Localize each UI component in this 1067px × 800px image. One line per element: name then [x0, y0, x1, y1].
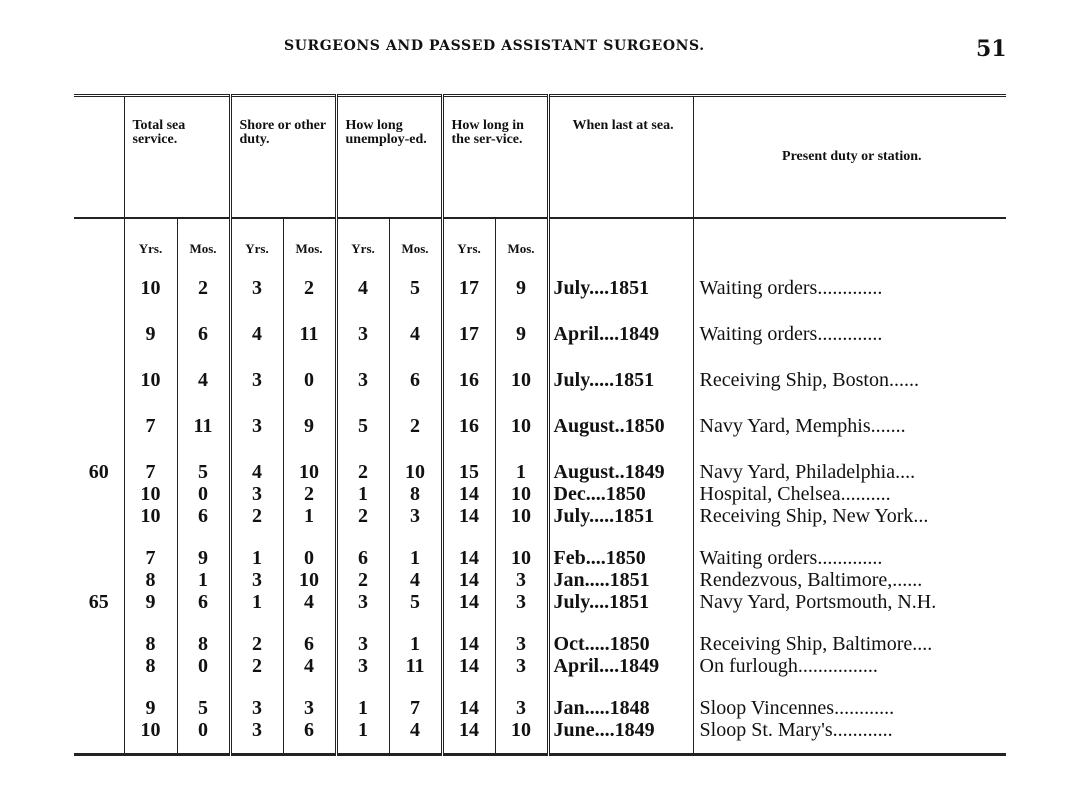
age-cell — [74, 345, 124, 391]
duty-cell: Navy Yard, Portsmouth, N.H. — [693, 591, 1006, 613]
serv-yrs-cell: 15 — [442, 437, 495, 483]
serv-yrs-cell: 14 — [442, 591, 495, 613]
serv-mos-cell: 3 — [495, 655, 548, 677]
serv-mos-cell: 10 — [495, 719, 548, 755]
age-cell — [74, 505, 124, 527]
sea-yrs-cell: 7 — [124, 437, 177, 483]
serv-mos-cell: 3 — [495, 613, 548, 655]
serv-yrs-cell: 14 — [442, 483, 495, 505]
page-number: 51 — [976, 36, 1007, 62]
duty-unit-blank — [693, 218, 1006, 263]
serv-yrs-cell: 16 — [442, 345, 495, 391]
unemp-mos-cell: 5 — [389, 591, 442, 613]
serv-yrs-cell: 17 — [442, 299, 495, 345]
serv-yrs-cell: 16 — [442, 391, 495, 437]
serv-mos-cell: 10 — [495, 505, 548, 527]
serv-yrs-cell: 14 — [442, 655, 495, 677]
unemp-mos-cell: 8 — [389, 483, 442, 505]
unemp-yrs-cell: 1 — [336, 483, 389, 505]
sea-yrs-unit: Yrs. — [124, 218, 177, 263]
in-service-header: How long in the ser-vice. — [442, 96, 548, 219]
last-sea-cell: July....1851 — [548, 263, 693, 299]
shore-yrs-cell: 3 — [230, 263, 283, 299]
serv-mos-cell: 9 — [495, 263, 548, 299]
last-sea-cell: Feb....1850 — [548, 527, 693, 569]
unemp-mos-cell: 7 — [389, 677, 442, 719]
unit-header-row — [74, 218, 1006, 263]
duty-cell: Waiting orders............. — [693, 299, 1006, 345]
unemp-yrs-cell: 3 — [336, 613, 389, 655]
unemp-yrs-cell: 2 — [336, 505, 389, 527]
sea-mos-cell: 5 — [177, 677, 230, 719]
table-row — [74, 483, 1006, 505]
duty-cell: Receiving Ship, Boston...... — [693, 345, 1006, 391]
shore-yrs-cell: 2 — [230, 655, 283, 677]
shore-mos-cell: 9 — [283, 391, 336, 437]
sea-yrs-cell: 10 — [124, 505, 177, 527]
sea-yrs-cell: 10 — [124, 483, 177, 505]
shore-yrs-cell: 4 — [230, 437, 283, 483]
unemp-yrs-cell: 3 — [336, 345, 389, 391]
unemp-mos-cell: 6 — [389, 345, 442, 391]
serv-mos-cell: 3 — [495, 677, 548, 719]
serv-mos-cell: 10 — [495, 391, 548, 437]
shore-mos-cell: 10 — [283, 437, 336, 483]
sea-yrs-cell: 10 — [124, 345, 177, 391]
shore-yrs-cell: 3 — [230, 677, 283, 719]
table-row — [74, 613, 1006, 655]
sea-mos-cell: 9 — [177, 527, 230, 569]
age-cell: 65 — [88, 591, 109, 613]
shore-yrs-unit: Yrs. — [230, 218, 283, 263]
table-row — [74, 505, 1006, 527]
table-row — [74, 591, 1006, 613]
serv-yrs-cell: 14 — [442, 719, 495, 755]
shore-yrs-cell: 3 — [230, 719, 283, 755]
sea-yrs-cell: 9 — [124, 677, 177, 719]
total-sea-service-header: Total sea service. — [124, 96, 230, 219]
table-row — [74, 569, 1006, 591]
serv-yrs-cell: 14 — [442, 527, 495, 569]
last-sea-cell: Jan.....1848 — [548, 677, 693, 719]
age-header — [74, 96, 124, 219]
shore-mos-cell: 4 — [283, 591, 336, 613]
present-duty-header: Present duty or station. — [693, 96, 1006, 219]
duty-cell: On furlough................ — [693, 655, 1006, 677]
last-sea-cell: July....1851 — [548, 591, 693, 613]
unemp-yrs-cell: 4 — [336, 263, 389, 299]
age-cell: 60 — [88, 461, 109, 483]
sea-yrs-cell: 10 — [124, 719, 177, 755]
shore-mos-unit: Mos. — [283, 218, 336, 263]
sea-mos-unit: Mos. — [177, 218, 230, 263]
shore-mos-cell: 2 — [283, 483, 336, 505]
table-row — [74, 437, 1006, 483]
age-cell — [74, 613, 124, 655]
duty-cell: Sloop Vincennes............ — [693, 677, 1006, 719]
table-row — [74, 263, 1006, 299]
unemp-yrs-cell: 1 — [336, 677, 389, 719]
last-sea-cell: July.....1851 — [548, 505, 693, 527]
duty-cell: Sloop St. Mary's............ — [693, 719, 1006, 755]
sea-mos-cell: 8 — [177, 613, 230, 655]
last-sea-cell: July.....1851 — [548, 345, 693, 391]
age-cell — [74, 569, 124, 591]
sea-yrs-cell: 7 — [124, 391, 177, 437]
serv-mos-cell: 10 — [495, 483, 548, 505]
last-sea-cell: August..1849 — [548, 437, 693, 483]
serv-mos-cell: 9 — [495, 299, 548, 345]
sea-yrs-cell: 7 — [124, 527, 177, 569]
shore-yrs-cell: 1 — [230, 527, 283, 569]
last-sea-cell: April....1849 — [548, 655, 693, 677]
serv-mos-cell: 1 — [495, 437, 548, 483]
duty-cell: Hospital, Chelsea.......... — [693, 483, 1006, 505]
serv-yrs-cell: 17 — [442, 263, 495, 299]
shore-yrs-cell: 4 — [230, 299, 283, 345]
age-cell — [74, 527, 124, 569]
shore-yrs-cell: 2 — [230, 613, 283, 655]
shore-yrs-cell: 3 — [230, 483, 283, 505]
duty-cell: Rendezvous, Baltimore,...... — [693, 569, 1006, 591]
shore-mos-cell: 1 — [283, 505, 336, 527]
sea-mos-cell: 0 — [177, 655, 230, 677]
unemp-mos-cell: 1 — [389, 527, 442, 569]
sea-yrs-cell: 8 — [124, 655, 177, 677]
last-sea-cell: Dec....1850 — [548, 483, 693, 505]
unemp-yrs-cell: 3 — [336, 591, 389, 613]
sea-mos-cell: 11 — [177, 391, 230, 437]
serv-yrs-cell: 14 — [442, 613, 495, 655]
shore-mos-cell: 4 — [283, 655, 336, 677]
duty-cell: Waiting orders............. — [693, 527, 1006, 569]
table-row — [74, 345, 1006, 391]
duty-cell: Receiving Ship, New York... — [693, 505, 1006, 527]
serv-mos-cell: 3 — [495, 569, 548, 591]
table-row — [74, 677, 1006, 719]
shore-mos-cell: 10 — [283, 569, 336, 591]
duty-cell: Navy Yard, Memphis....... — [693, 391, 1006, 437]
last-at-sea-header: When last at sea. — [548, 96, 693, 219]
unemp-mos-cell: 2 — [389, 391, 442, 437]
last-sea-cell: June....1849 — [548, 719, 693, 755]
page-header — [0, 36, 1067, 66]
shore-yrs-cell: 2 — [230, 505, 283, 527]
serv-yrs-unit: Yrs. — [442, 218, 495, 263]
shore-yrs-cell: 3 — [230, 569, 283, 591]
unemp-mos-cell: 10 — [389, 437, 442, 483]
shore-mos-cell: 0 — [283, 527, 336, 569]
age-cell — [74, 677, 124, 719]
unemp-yrs-cell: 3 — [336, 655, 389, 677]
serv-yrs-cell: 14 — [442, 505, 495, 527]
unemp-mos-cell: 11 — [389, 655, 442, 677]
shore-mos-cell: 11 — [283, 299, 336, 345]
serv-mos-cell: 10 — [495, 527, 548, 569]
shore-mos-cell: 2 — [283, 263, 336, 299]
sea-mos-cell: 6 — [177, 505, 230, 527]
sea-mos-cell: 2 — [177, 263, 230, 299]
unemp-yrs-cell: 2 — [336, 569, 389, 591]
page-heading: SURGEONS AND PASSED ASSISTANT SURGEONS. — [284, 38, 705, 54]
age-cell — [74, 719, 124, 755]
unemp-mos-cell: 5 — [389, 263, 442, 299]
duty-cell: Navy Yard, Philadelphia.... — [693, 437, 1006, 483]
unemployed-header: How long unemploy-ed. — [336, 96, 442, 219]
shore-mos-cell: 0 — [283, 345, 336, 391]
sea-mos-cell: 0 — [177, 483, 230, 505]
last-sea-cell: Oct.....1850 — [548, 613, 693, 655]
sea-mos-cell: 5 — [177, 437, 230, 483]
last-sea-cell: April....1849 — [548, 299, 693, 345]
table-row — [74, 391, 1006, 437]
shore-mos-cell: 6 — [283, 613, 336, 655]
age-cell — [74, 299, 124, 345]
last-sea-cell: August..1850 — [548, 391, 693, 437]
serv-mos-unit: Mos. — [495, 218, 548, 263]
unemp-mos-cell: 4 — [389, 569, 442, 591]
shore-mos-cell: 6 — [283, 719, 336, 755]
unemp-mos-cell: 4 — [389, 719, 442, 755]
shore-yrs-cell: 3 — [230, 345, 283, 391]
serv-yrs-cell: 14 — [442, 569, 495, 591]
shore-yrs-cell: 1 — [230, 591, 283, 613]
serv-mos-cell: 3 — [495, 591, 548, 613]
age-cell — [74, 263, 124, 299]
unemp-mos-cell: 4 — [389, 299, 442, 345]
unemp-yrs-cell: 5 — [336, 391, 389, 437]
column-header-row — [74, 96, 1006, 219]
unemp-yrs-cell: 6 — [336, 527, 389, 569]
age-cell — [74, 483, 124, 505]
last-sea-unit-blank — [548, 218, 693, 263]
sea-yrs-cell: 8 — [124, 569, 177, 591]
table-row — [74, 719, 1006, 755]
unemp-yrs-cell: 1 — [336, 719, 389, 755]
last-sea-cell: Jan.....1851 — [548, 569, 693, 591]
sea-mos-cell: 4 — [177, 345, 230, 391]
unemp-yrs-unit: Yrs. — [336, 218, 389, 263]
sea-mos-cell: 6 — [177, 591, 230, 613]
serv-mos-cell: 10 — [495, 345, 548, 391]
shore-mos-cell: 3 — [283, 677, 336, 719]
unit-blank — [74, 218, 124, 263]
sea-mos-cell: 6 — [177, 299, 230, 345]
table-row — [74, 299, 1006, 345]
age-cell — [74, 655, 124, 677]
sea-mos-cell: 1 — [177, 569, 230, 591]
sea-mos-cell: 0 — [177, 719, 230, 755]
sea-yrs-cell: 9 — [124, 299, 177, 345]
table-row — [74, 527, 1006, 569]
unemp-mos-unit: Mos. — [389, 218, 442, 263]
table-row — [74, 655, 1006, 677]
unemp-yrs-cell: 2 — [336, 437, 389, 483]
serv-yrs-cell: 14 — [442, 677, 495, 719]
sea-yrs-cell: 10 — [124, 263, 177, 299]
age-cell — [74, 391, 124, 437]
shore-duty-header: Shore or other duty. — [230, 96, 336, 219]
sea-yrs-cell: 9 — [124, 591, 177, 613]
duty-cell: Waiting orders............. — [693, 263, 1006, 299]
shore-yrs-cell: 3 — [230, 391, 283, 437]
unemp-mos-cell: 3 — [389, 505, 442, 527]
sea-yrs-cell: 8 — [124, 613, 177, 655]
unemp-mos-cell: 1 — [389, 613, 442, 655]
unemp-yrs-cell: 3 — [336, 299, 389, 345]
duty-cell: Receiving Ship, Baltimore.... — [693, 613, 1006, 655]
officer-register-table — [74, 94, 1006, 756]
